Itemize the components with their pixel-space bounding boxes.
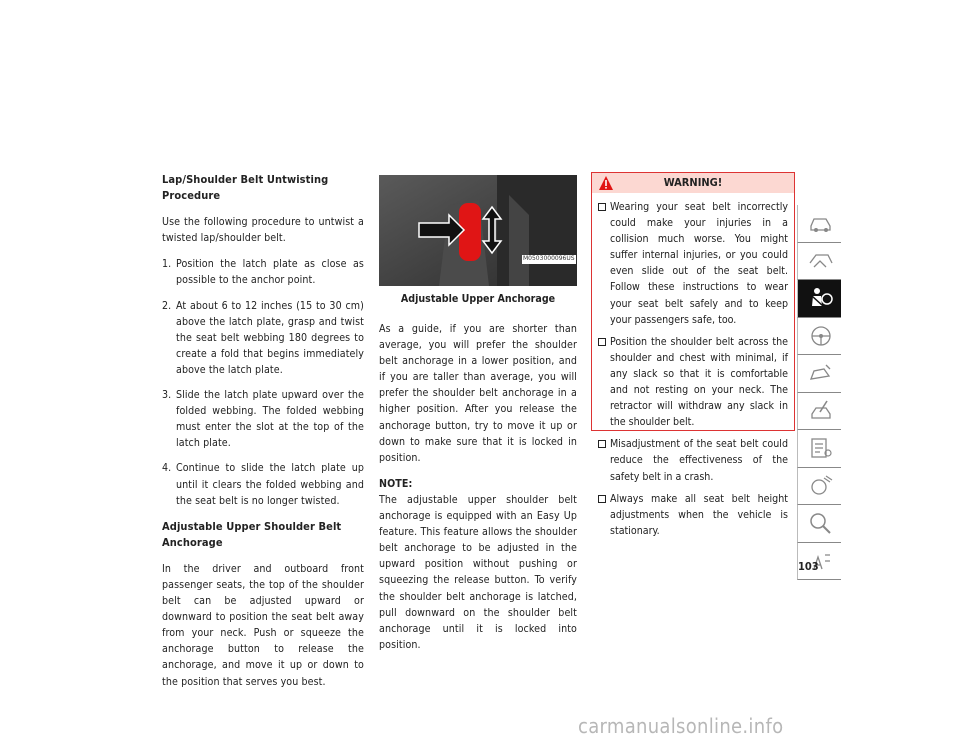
bullet-square-icon <box>598 203 606 211</box>
page-number: 103 <box>798 560 819 573</box>
left-column <box>162 172 364 700</box>
steering-wheel-icon <box>808 324 834 348</box>
step-1: 1. Position the latch plate as close as possible to the anchor point. <box>162 258 364 287</box>
warning-list <box>592 199 794 539</box>
untwist-steps <box>162 256 364 508</box>
intro-paragraph: Use the following procedure to untwist a twisted lap/shoulder belt. <box>162 216 364 245</box>
site-watermark: carmanualsonline.info <box>578 714 784 738</box>
warning-item: Wearing your seat belt incorrectly could make your injuries in a collision much worse. You might suffer internal injuries, or you could even slide out of the seat belt. Follow these instructions to wear your seat belt safely and to keep your passengers safe, too. <box>598 199 788 328</box>
tab-customer-assistance[interactable] <box>797 505 841 543</box>
tab-multimedia[interactable] <box>797 468 841 506</box>
middle-column <box>379 321 577 663</box>
dashboard-icon <box>808 249 834 273</box>
multimedia-icon <box>808 474 834 498</box>
step-2: 2. At about 6 to 12 inches (15 to 30 cm) above the latch plate, grasp and twist the seat belt webbing 180 degrees to create a fold that begins immediately above the latch plate. <box>162 299 364 376</box>
car-icon <box>808 211 834 235</box>
bullet-square-icon <box>598 338 606 346</box>
warning-box <box>591 172 795 537</box>
figure-code: M0503000096US <box>523 255 575 262</box>
bullet-square-icon <box>598 495 606 503</box>
section-tabs <box>797 205 841 580</box>
specs-list-icon <box>808 436 834 460</box>
warning-header <box>592 173 794 193</box>
warning-item: Always make all seat belt height adjustments when the vehicle is stationary. <box>598 491 788 539</box>
wrench-icon <box>808 399 834 423</box>
tab-technical-specifications[interactable] <box>797 430 841 468</box>
anchorage-paragraph: In the driver and outboard front passenger seats, the top of the shoulder belt can be adjusted upward or downward to position the seat belt away from your neck. Push or squeeze the anchorage button to release the anchorage, and move it up or down to the position that serves you best. <box>162 562 364 688</box>
car-crash-icon <box>808 361 834 385</box>
note-label: NOTE: <box>379 477 413 490</box>
tab-safety[interactable] <box>797 280 841 318</box>
tab-instrument-panel[interactable] <box>797 243 841 281</box>
warning-item: Misadjustment of the seat belt could reduce the effectiveness of the safety belt in a crash. <box>598 436 788 484</box>
anchorage-photo <box>379 175 577 286</box>
warning-item: Position the shoulder belt across the shoulder and chest with minimal, if any slack so that it is comfortable and not resting on your neck. The retractor will withdraw any slack in the shoulder belt. <box>598 334 788 431</box>
step-3: 3. Slide the latch plate upward over the folded webbing. The folded webbing must enter the slot at the top of the latch plate. <box>162 389 364 450</box>
step-4: 4. Continue to slide the latch plate up until it clears the folded webbing and the seat belt is no longer twisted. <box>162 462 364 507</box>
tab-getting-to-know-vehicle[interactable] <box>797 205 841 243</box>
tab-servicing-maintenance[interactable] <box>797 393 841 431</box>
seat-belt-person-icon <box>808 286 834 310</box>
bullet-square-icon <box>598 440 606 448</box>
figure-caption: Adjustable Upper Anchorage <box>400 293 556 305</box>
magnifier-icon <box>808 511 834 535</box>
note-paragraph: The adjustable upper shoulder belt anchorage is equipped with an Easy Up feature. This feature allows the shoulder belt anchorage to be adjusted in the upward position without pushing or squeezing the release button. To verify the shoulder belt anchorage is latched, pull downward on the shoulder belt anchorage until it is locked into position. <box>379 493 577 651</box>
tab-in-case-of-emergency[interactable] <box>797 355 841 393</box>
guide-paragraph: As a guide, if you are shorter than average, you will prefer the shoulder belt anchorage in a lower position, and if you are taller than average, you will prefer the shoulder belt anchorage in a higher position. After you release the anchorage button, try to move it up or down to make sure that it is locked in position. <box>379 323 577 464</box>
tab-starting-operating[interactable] <box>797 318 841 356</box>
section-heading-anchorage: Adjustable Upper Shoulder Belt Anchorage <box>162 519 342 549</box>
section-heading-untwist: Lap/Shoulder Belt Untwisting Procedure <box>162 173 329 203</box>
warning-title: WARNING! <box>663 176 723 189</box>
